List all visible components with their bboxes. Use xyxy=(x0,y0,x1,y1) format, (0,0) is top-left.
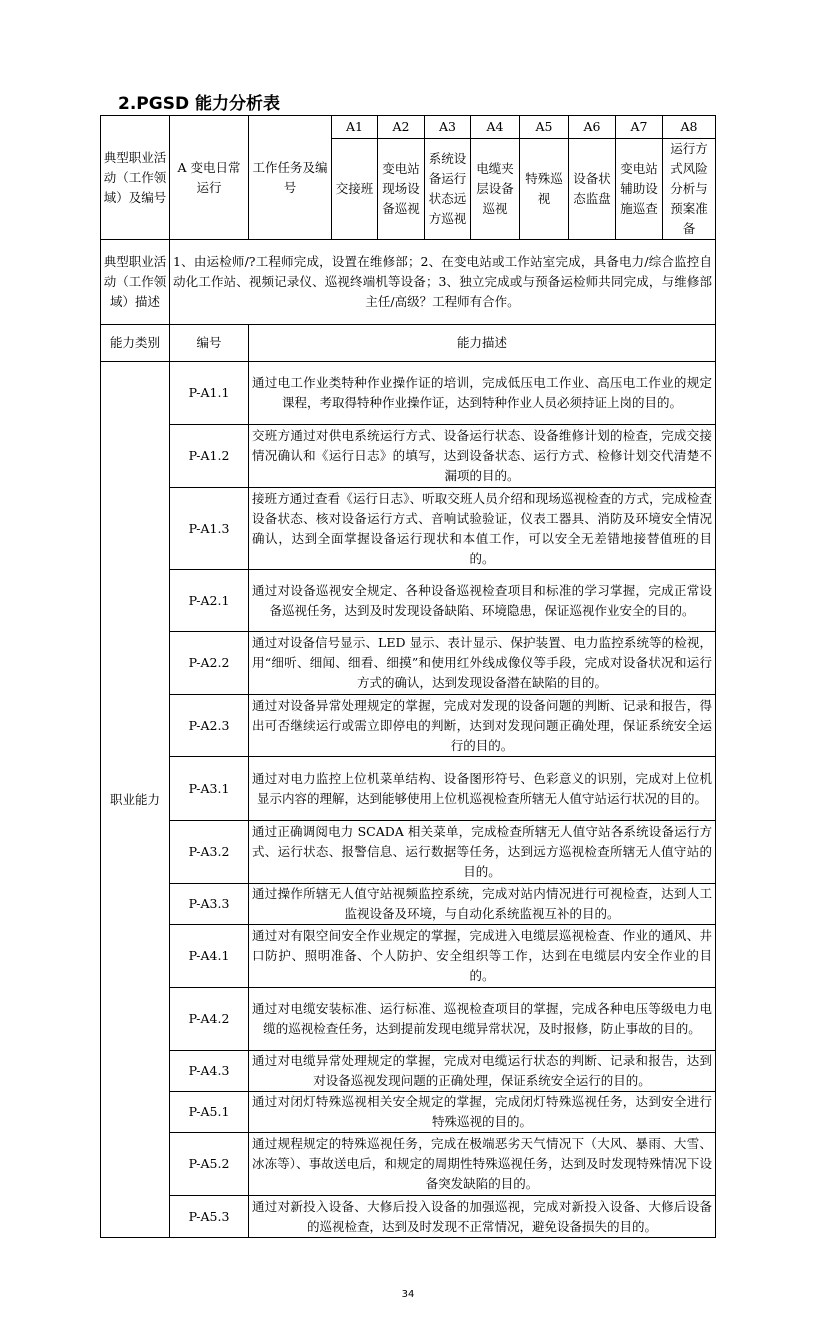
ability-code: P-A3.3 xyxy=(170,884,249,925)
task-code-a8: A8 xyxy=(663,116,716,139)
activity-desc-cell: 1、由运检师/?工程师完成，设置在维修部；2、在变电站或工作站室完成，具备电力/综合监控自动化工作站、视频记录仪、巡视终端机等设备；3、独立完成或与预备运检师共同完成，与维修部主任/高级？工程师有合作。 xyxy=(170,240,716,325)
task-name-a3: 系统设备运行状态远方巡视 xyxy=(425,139,471,240)
task-code-a7: A7 xyxy=(616,116,663,139)
activity-label-cell: 典型职业活动（工作领域）及编号 xyxy=(101,116,170,240)
task-name-a7: 变电站辅助设施巡查 xyxy=(616,139,663,240)
ability-rows xyxy=(101,362,716,1238)
page-number: 34 xyxy=(401,1289,415,1300)
table-row xyxy=(101,632,716,695)
table-row xyxy=(101,1051,716,1092)
table-row xyxy=(101,1133,716,1196)
ability-code: P-A1.2 xyxy=(170,425,249,488)
task-code-a5: A5 xyxy=(520,116,569,139)
ability-description: 通过对设备异常处理规定的掌握，完成对发现的设备问题的判断、记录和报告，得出可否继续运行或需立即停电的判断，达到对发现问题正确处理，保证系统安全运行的目的。 xyxy=(249,695,716,757)
ability-description: 通过对新投入设备、大修后投入设备的加强巡视，完成对新投入设备、大修后设备的巡视检查，达到及时发现不正常情况，避免设备损失的目的。 xyxy=(249,1196,716,1238)
ability-description: 交班方通过对供电系统运行方式、设备运行状态、设备维修计划的检查，完成交接情况确认和《运行日志》的填写，达到设备状态、运行方式、检修计划交代清楚不漏项的目的。 xyxy=(249,425,716,488)
ability-description: 通过对设备巡视安全规定、各种设备巡视检查项目和标准的学习掌握，完成正常设备巡视任务，达到及时发现设备缺陷、环境隐患，保证巡视作业安全的目的。 xyxy=(249,570,716,632)
table-row xyxy=(101,757,716,821)
ability-description: 通过电工作业类特种作业操作证的培训，完成低压电工作业、高压电工作业的规定课程，考取得特种作业操作证，达到特种作业人员必须持证上岗的目的。 xyxy=(249,362,716,425)
column-header-category: 能力类别 xyxy=(101,325,170,362)
activity-desc-label-cell: 典型职业活动（工作领域）描述 xyxy=(101,240,170,325)
task-code-a3: A3 xyxy=(425,116,471,139)
table-row xyxy=(101,570,716,632)
ability-description: 通过正确调阅电力 SCADA 相关菜单，完成检查所辖无人值守站各系统设备运行方式、运行状态、报警信息、运行数据等任务，达到远方巡视检查所辖无人值守站的目的。 xyxy=(249,821,716,884)
task-name-a8: 运行方式风险分析与预案准备 xyxy=(663,139,716,240)
table-row xyxy=(101,1196,716,1238)
ability-code: P-A4.3 xyxy=(170,1051,249,1092)
ability-description: 通过对闭灯特殊巡视相关安全规定的掌握，完成闭灯特殊巡视任务，达到安全进行特殊巡视的目的。 xyxy=(249,1092,716,1133)
task-name-a5: 特殊巡视 xyxy=(520,139,569,240)
pgsd-analysis-table xyxy=(100,115,716,1238)
ability-code: P-A1.1 xyxy=(170,362,249,425)
ability-description: 通过对设备信号显示、LED 显示、表计显示、保护装置、电力监控系统等的检视，用“细听、细闻、细看、细摸”和使用红外线成像仪等手段，完成对设备状况和运行方式的确认，达到发现设备潜在缺陷的目的。 xyxy=(249,632,716,695)
ability-code: P-A2.2 xyxy=(170,632,249,695)
table-row xyxy=(101,821,716,884)
ability-code: P-A5.3 xyxy=(170,1196,249,1238)
table-row xyxy=(101,1092,716,1133)
table-row xyxy=(101,488,716,570)
ability-code: P-A4.2 xyxy=(170,988,249,1051)
task-code-a2: A2 xyxy=(378,116,425,139)
ability-description: 通过操作所辖无人值守站视频监控系统，完成对站内情况进行可视检查，达到人工监视设备及环境，与自动化系统监视互补的目的。 xyxy=(249,884,716,925)
task-name-a4: 电缆夹层设备巡视 xyxy=(471,139,520,240)
ability-code: P-A5.2 xyxy=(170,1133,249,1196)
ability-description: 通过对电缆异常处理规定的掌握，完成对电缆运行状态的判断、记录和报告，达到对设备巡视发现问题的正确处理，保证系统安全运行的目的。 xyxy=(249,1051,716,1092)
table-row xyxy=(101,695,716,757)
ability-code: P-A2.3 xyxy=(170,695,249,757)
table-row xyxy=(101,425,716,488)
column-header-code: 编号 xyxy=(170,325,249,362)
ability-description: 通过对有限空间安全作业规定的掌握，完成进入电缆层巡视检查、作业的通风、井口防护、照明准备、个人防护、安全组织等工作，达到在电缆层内安全作业的目的。 xyxy=(249,925,716,988)
ability-code: P-A3.1 xyxy=(170,757,249,821)
task-name-a1: 交接班 xyxy=(332,139,378,240)
task-code-a6: A6 xyxy=(569,116,616,139)
ability-description: 通过对电力监控上位机菜单结构、设备图形符号、色彩意义的识别，完成对上位机显示内容的理解，达到能够使用上位机巡视检查所辖无人值守站运行状况的目的。 xyxy=(249,757,716,821)
ability-description: 通过对电缆安装标准、运行标准、巡视检查项目的掌握，完成各种电压等级电力电缆的巡视检查任务，达到提前发现电缆异常状况，及时报修，防止事故的目的。 xyxy=(249,988,716,1051)
ability-description: 通过规程规定的特殊巡视任务，完成在极端恶劣天气情况下（大风、暴雨、大雪、冰冻等）、事故送电后，和规定的周期性特殊巡视任务，达到及时发现特殊情况下设备突发缺陷的目的。 xyxy=(249,1133,716,1196)
ability-code: P-A1.3 xyxy=(170,488,249,570)
column-header-description: 能力描述 xyxy=(249,325,716,362)
ability-code: P-A2.1 xyxy=(170,570,249,632)
table-row xyxy=(101,362,716,425)
table-row xyxy=(101,988,716,1051)
ability-code: P-A4.1 xyxy=(170,925,249,988)
category-cell: 职业能力 xyxy=(101,362,170,1238)
table-row xyxy=(101,884,716,925)
ability-code: P-A5.1 xyxy=(170,1092,249,1133)
task-name-a6: 设备状态监盘 xyxy=(569,139,616,240)
ability-description: 接班方通过查看《运行日志》、听取交班人员介绍和现场巡视检查的方式，完成检查设备状态、核对设备运行方式、音响试验验证，仪表工器具、消防及环境安全情况确认，达到全面掌握设备运行现状和本值工作，可以安全无差错地接替值班的目的。 xyxy=(249,488,716,570)
section-title: 2.PGSD 能力分析表 xyxy=(118,94,280,114)
task-code-a4: A4 xyxy=(471,116,520,139)
activity-name-cell: A 变电日常运行 xyxy=(170,116,249,240)
task-label-cell: 工作任务及编号 xyxy=(249,116,332,240)
table-row xyxy=(101,925,716,988)
task-code-a1: A1 xyxy=(332,116,378,139)
ability-code: P-A3.2 xyxy=(170,821,249,884)
task-name-a2: 变电站现场设备巡视 xyxy=(378,139,425,240)
